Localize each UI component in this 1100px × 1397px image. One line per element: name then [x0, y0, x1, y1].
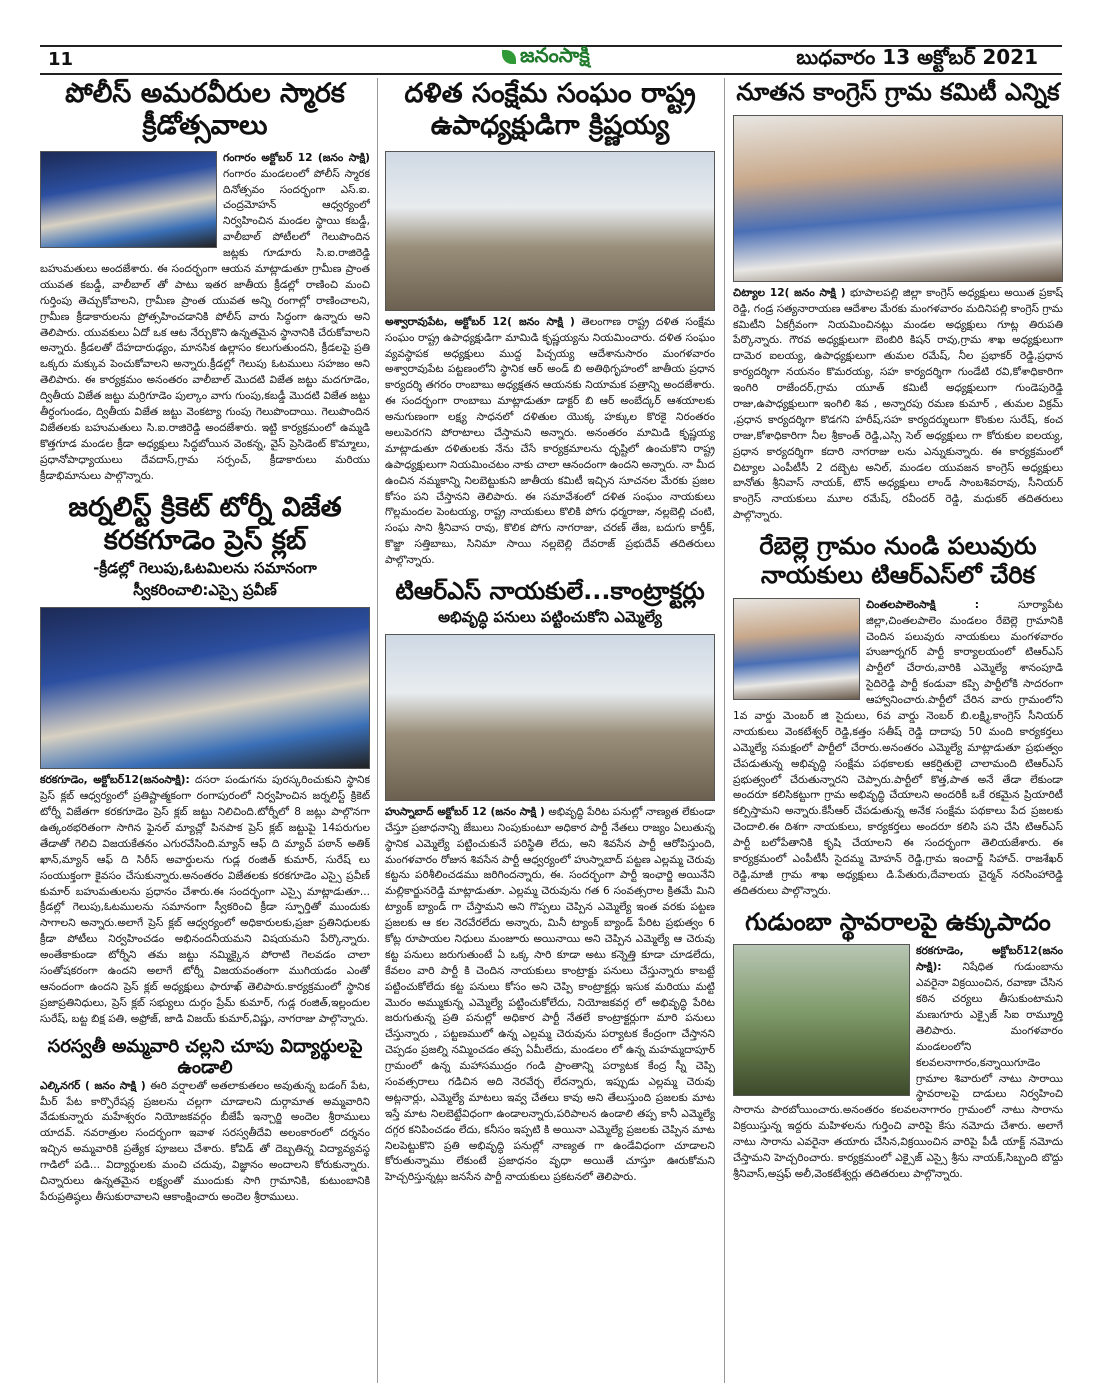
- article-body: కరకగూడెం, అక్టోబర్12(జనంసాక్షి): దసరా పండుగను పురస్కరించుకుని స్థానిక ప్రెస్ క్లబ్ ఆధ్వర్యంలో ప్రతిష్టాత్మకంగా రంగాపురంలో నిర్వహించిన జర్నలిస్ట్ క్రికెట్ టోర్నీ విజేతగా కరకగూడెం ప్రెస్ క్లబ్ జట్టు నిలిచింది.టోర్నీలో 8 జట్లు పాల్గొనగా ఉత్కంఠభరితంగా సాగిన ఫైనల్ మ్యాచ్లో పినపాక ప్రెస్ క్లబ్ జట్టుపై 14పరుగుల తేడాతో గెలిచి విజయకేతనం ఎగురవేసింది.మ్యాన్ ఆఫ్ ది మ్యాచ్ పఠాన్ అతిక్ ఖాన్,మ్యాన్ ఆఫ్ ది సిరీస్ అవార్డులను గుడ్ల రంజిత్ కుమార్, సురేష్ లు సంయుక్తంగా కైవసం చేసుకున్నారు.అనంతరం విజేతలకు కరకగూడెం ఎస్సై ప్రవీణ్ కుమార్ బహుమతులను ప్రధానం చేశారు.ఈ సందర్భంగా ఎస్సై మాట్లాడుతూ... క్రీడల్లో గెలుపు,ఓటములను సమానంగా స్వీకరించి క్రీడా స్ఫూర్తితో ముందుకు సాగాలని అన్నారు.అలాగే ప్రెస్ క్లబ్ ఆధ్వర్యంలో అధికారులకు,ప్రజా ప్రతినిధులకు క్రీడా పోటీలు నిర్వహించడం అభినందనీయమని విషయమని పేర్కొన్నారు. అంతేకాకుండా టోర్నీని తమ జట్టు నమ్మిక్కైన పోరాటి గెలవడం చాలా సంతోషకరంగా ఉందని అలాగే టోర్నీ విజయవంతంగా ముగియడం ఎంతో ఆనందంగా ఉందని ప్రెస్ క్లబ్ అధ్యక్షులు ఫారూఖ్ తెలిపారు.కార్యక్రమంలో స్థానిక ప్రజాప్రతినిధులు, ప్రెస్ క్లబ్ సభ్యులు దుర్గం ప్రేమ్ కుమార్, గుడ్ల రంజిత్,ఇల్లందుల సురేష్, బట్ట బిక్ష పతి, అఫ్రోజ్, జాడి విజయ్ కుమార్,విష్ణు, నాగరాజు పాల్గొన్నారు.: [40, 774, 370, 1025]
- article-photo: [385, 634, 715, 801]
- article-body: చిట్యాల 12( జనం సాక్షి ) భూపాలపల్లి జిల్లా కాంగ్రెస్ అధ్యక్షులు అయిత ప్రకాష్ రెడ్డి, గండ్ర సత్యనారాయణ ఆదేశాల మేరకు మంగళవారం మదినిపల్లి కాంగ్రెస్ గ్రామ కమిటీని ఏకగ్రీవంగా నియమించినట్లు మండల అధ్యక్షులు గూట్ల తిరుపతి పేర్కొన్నారు. గౌరవ అధ్యక్షులుగా బెంబిరి కిషన్ రావు,గ్రామ శాఖ అధ్యక్షులుగా దామెర ఐలయ్య, ఉపాధ్యక్షులుగా తుమల రమేష్, నీల ప్రభాకర్ రెడ్డి,ప్రధాన కార్యదర్శిగా నయనం కొమరయ్య, సహ కార్యదర్శిగా గుండేటి రవి,కోశాధికారిగా ఇంగిరి రాజేందర్,గ్రామ యూత్ కమిటీ అధ్యక్షులుగా గుండెపురెడ్డి రాజు,ఉపాధ్యక్షులుగా ఇంగిలి శివ , అన్నారపు రమణ కుమార్ , తుమల విక్రమ్ ,ప్రధాన కార్యదర్శిగా కొడగని హరీష్,సహ కార్యదర్శులుగా కొంకుల సురేష్, కంచ రాజు,కోశాధికారిగా నీల శ్రీకాంత్ రెడ్డి,ఎస్సి సెల్ అధ్యక్షులు గా కోరుకుల ఐలయ్య, ప్రధాన కార్యదర్శిగా కదారి నాగరాజు లను ఎన్నుకున్నారు. ఈ కార్యక్రమంలో చిట్యాల ఎంపీటీసీ 2 దబ్బెట అనిల్, మండల యువజన కాంగ్రెస్ అధ్యక్షులు బానోతు శ్రీనివాస్ నాయక్, టౌన్ అధ్యక్షులు లాండ్ సాంబశివరావు, సీనియర్ కాంగ్రెస్ నాయకులు మూల రమేష్, రవీందర్ రెడ్డి, మధుకర్ తదితరులు పాల్గొన్నారు.: [733, 286, 1063, 522]
- article-congress-committee: [733, 78, 1063, 524]
- article-headline: జర్నలిస్ట్ క్రికెట్ టోర్నీ విజేత కరకగూడెం ప్రెస్ క్లబ్: [68, 492, 342, 556]
- page-header: [40, 45, 1062, 75]
- article-body: అశ్వారావుపేట, అక్టోబర్ 12( జనం సాక్షి ) తెలంగాణ రాష్ట్ర దళిత సంక్షేమ సంఘం రాష్ట్ర ఉపాధ్యక్షుడిగా మామిడి కృష్ణయ్యను నియమించారు. దళిత సంఘం వ్యవస్థాపక అధ్యక్షులు ముద్ద పిచ్చయ్య ఆదేశానుసారం మంగళవారం అశ్వారావుపేట పట్టణంలోని స్థానిక ఆర్ అండ్ బి అతిథిగృహంలో జాతీయ ప్రధాన కార్యదర్శి తగరం రాంబాబు అధ్యక్షతన ఆయనకు నియామక పత్రాన్ని అందజేశారు. ఈ సందర్భంగా రాంబాబు మాట్లాడుతూ డాక్టర్ బి ఆర్ అంబేద్కర్ ఆశయాలకు అనుగుణంగా లక్ష్య సాధనలో దళితుల యొక్క హక్కుల కొరకై నిరంతరం అలుపెరగని పోరాటాలు చేస్తామని అన్నారు. అనంతరం మామిడి కృష్ణయ్య మాట్లాడుతూ దళితులకు నేను చేసే కార్యక్రమాలను దృష్టిలో ఉంచుకొని రాష్ట్ర ఉపాధ్యక్షులుగా నియమించటం నాకు చాలా ఆనందంగా ఉందని అన్నారు. నా మీద ఉంచిన నమ్మకాన్ని నిలబెట్టుకుని జాతీయ కమిటీ ఇచ్చిన సూచనల మేరకు ప్రజల కోసం పని చేస్తానని తెలిపారు. ఈ సమావేశంలో దళిత సంఘం నాయకులు గొల్లమందల పెంటయ్య, రాష్ట్ర నాయకులు కొలికి పోగు ధర్మరాజు, నల్లబెల్లి చంటి, సంఘ సాని శ్రీనివాస రావు, కొలిక పోగు నాగరాజు, చరణ్ తేజ, బదుగు కార్తీక్, కొజ్జా సత్తిబాబు, సినిమా సాయి నల్లబెల్లి దేవరాజ్ ప్రభుదేవ్ తదితరులు పాల్గొన్నారు.: [385, 315, 715, 567]
- column-divider: [724, 78, 725, 1383]
- article-headline: సరస్వతీ అమ్మవారి చల్లని చూపు విద్యార్థులపై ఉండాలి: [47, 1035, 363, 1079]
- masthead-title: జనంసాక్షి: [520, 43, 590, 67]
- article-body: కరకగూడెం, అక్టోబర్12(జనం సాక్షి): నిషేధిత గుడుంబాను ఎవరైనా విక్రయించిన, రవాణా చేసిన కఠిన చర్యలు తీసుకుంటామని మణుగూరు ఎక్సైజ్ సిఐ రామ్మూర్తి తెలిపారు. మంగళవారం మండలంలోని కలవలనాగారం,కన్నాయిగూడెం గ్రామాల శివారులో నాటు సారాయి స్థావరాలపై దాడులు నిర్వహించి సారాను పారబోయించారు.అనంతరం కలవలనాగారం గ్రామంలో నాటు సారాను విక్రయిస్తున్న ఇద్దరు మహిళలను గుర్తించి వారిపై కేసు నమోదు చేశారు. అలాగే నాటు సారాను ఎవరైనా తయారు చేసిన,విక్రయించిన వారిపై పీడీ యాక్ట్ నమోదు చేస్తామని హెచ్చరించారు. కార్యక్రమంలో ఎక్సైజ్ ఎస్సై శ్రీను నాయక్,సిబ్బంది బొద్దు శ్రీనివాస్,అష్రఫ్ అలీ,వెంకటేశ్వర్లు తదితరులు పాల్గొన్నారు.: [733, 945, 1063, 1180]
- article-photo: [40, 151, 217, 248]
- article-body: చింతలపాలెంసాక్షి : సూర్యాపేట జిల్లా,చింతలపాలెం మండలం రేబెల్లె గ్రామానికి చెందిన పలువురు నాయకులు మంగళవారం హుజూర్నగర్ పార్టీ కార్యాలయంలో టిఆర్ఎస్ పార్టీలో చేరారు,వారికి ఎమ్మెల్యే శానంపూడి సైదిరెడ్డి పార్టీ కండువా కప్పి పార్టీలోకి సాదరంగా ఆహ్వానించారు.పార్టీలో చేరిన వారు గ్రామంలోని 1వ వార్డు మెంబర్ జి సైదులు, 6వ వార్డు నెంబర్ బి.లక్ష్మి,కాంగ్రెస్ సీనియర్ నాయకులు వెంకటేశ్వర్ రెడ్డి,కత్తం సతీష్ రెడ్డి దాదాపు 50 మంది కార్యకర్తలు ఎమ్మెల్యే సమక్షంలో పార్టీలో చేరారు.అనంతరం ఎమ్మెల్యే మాట్లాడుతూ ప్రభుత్వం చేపడుతున్న అభివృద్ధి సంక్షేమ పథకాలకు ఆకర్షితులై చాలామంది టిఆర్ఎస్ ప్రభుత్వంలో చేరుతున్నారని చెప్పారు.పార్టీలో కొత్త,పాత అనే తేడా లేకుండా అందరూ కలిసికట్టుగా గ్రామ అభివృద్ధి చేయాలని అందరికీ ఒకే రకమైన ప్రియారిటీ కల్పిస్తామని అన్నారు.కేసీఆర్ చేపడుతున్న అనేక సంక్షేమ పథకాలు పేద ప్రజలకు చెందాలి.ఈ దిశగా నాయకులు, కార్యకర్తలు అందరూ కలిసి పని చేసి టిఆర్ఎస్ పార్టీ బలోపేతానికి కృషి చేయాలని ఈ సందర్భంగా తెలియజేశారు. ఈ కార్యక్రమంలో ఎంపీటీసీ సైదమ్మ మోహన్ రెడ్డి,గ్రామ ఇంచార్జ్ సిహాచ్. రాజశేఖర్ రెడ్డి,మాజీ గ్రామ శాఖ అధ్యక్షులు డి.పేతురు,దేవాలయ చైర్మన్ నరసింహారెడ్డి తదితరులు పాల్గొన్నారు.: [733, 598, 1063, 897]
- issue-date: బుధవారం 13 అక్టోబర్ 2021: [796, 45, 1038, 69]
- article-rebelle-joining: [733, 532, 1063, 900]
- article-body: గంగారం అక్టోబర్ 12 (జనం సాక్షి) గంగారం మండలంలో పోలీస్ స్మారక దినోత్సవం సందర్భంగా ఎస్.ఐ. చంద్రమోహన్ ఆధ్వర్యంలో నిర్వహించిన మండల స్థాయి కబడ్డీ, వాలీబాల్ పోటీలలో గెలుపొందిన జట్లకు గూడూరు సి.ఐ.రాజిరెడ్డి బహుమతులు అందజేశారు. ఈ సందర్భంగా ఆయన మాట్లాడుతూ గ్రామీణ ప్రాంత యువత కబడ్డీ, వాలీబాల్ తో పాటు ఇతర జాతీయ క్రీడల్లో రాణించి మంచి గుర్తింపు తెచ్చుకోవాలని, గ్రామీణ ప్రాంత యువత అన్ని రంగాల్లో రాణించాలని, గ్రామీణ క్రీడాకారులను ప్రోత్సహించడానికి పోలీస్ వారు సిద్ధంగా ఉన్నారు అని తెలిపారు. యువకులు ఏదో ఒక ఆట నేర్చుకొని ఉన్నతమైన స్థానానికి చేరుకోవాలని అన్నారు. క్రీడలతో దేహదారుఢ్యం, మానసిక ఉల్లాసం కలుగుతుందని, క్రీడలపై ప్రతి ఒక్కరు మక్కువ పెంచుకోవాలని అన్నారు.క్రీడల్లో గెలుపు ఓటములు సహజం అని తెలిపారు. ఈ కార్యక్రమం అనంతరం వాలీబాల్ మొదటి విజేత జట్టు మదగూడెం, ద్వితీయ విజేత జట్టు మర్రిగూడెం పుల్కాం వాగు గుంపు,కబడ్డీ మొదటి విజేత జట్టు తీర్ధంగుండం, ద్వితీయ విజేత జట్టు వెంకట్యా గుంపు గెలుపొందాయి. గెలుపొందిన విజేతలకు బహుమతులు సి.ఐ.రాజిరెడ్డి అందజేశారు. ఇట్టి కార్యక్రమంలో ఉమ్మడి కొత్తగూడ మండల క్రీడా అధ్యక్షులు సిద్ధబోయిన వెంకన్న, వైస్ ప్రెసిడెంట్ కొమ్మాలు, ప్రధానోపాధ్యాయులు దేవదాస్,గ్రామ సర్పంచ్, క్రీడాకారులు మరియు క్రీడాభిమానులు పాల్గొన్నారు.: [40, 151, 370, 482]
- article-police-sports: [40, 78, 370, 484]
- article-photo: [733, 115, 1063, 282]
- column-2: [385, 78, 715, 1383]
- column-1: [40, 78, 370, 1383]
- article-subheadline: -క్రీడల్లో గెలుపు,ఓటమిలను సమానంగా స్వీకరించాలి:ఎస్సై ప్రవీణ్: [93, 559, 317, 600]
- article-headline: గుడుంబా స్థావరాలపై ఉక్కుపాదం: [745, 907, 1051, 936]
- article-photo: [733, 598, 860, 700]
- article-headline: రేబెల్లె గ్రామం నుండి పలువురు నాయకులు టిఆర్ఎస్‌లో చేరిక: [759, 532, 1037, 589]
- column-divider: [377, 78, 378, 1383]
- article-dalit-association: [385, 78, 715, 569]
- leaf-logo-icon: [502, 50, 516, 64]
- column-3: [733, 78, 1063, 1383]
- article-headline: పోలీస్ అమరవీరుల స్మారక క్రీడోత్సవాలు: [65, 78, 345, 142]
- article-gudumba-raid: [733, 908, 1063, 1183]
- article-trs-contractors: [385, 577, 715, 1186]
- article-headline: టిఆర్ఎస్ నాయకులే...కాంట్రాక్టర్లు: [395, 577, 705, 606]
- masthead: [502, 43, 590, 72]
- article-subheadline: అభివృద్ధి పనులు పట్టించుకోని ఎమ్మెల్యే: [438, 607, 662, 626]
- article-saraswati: [40, 1036, 370, 1206]
- article-photo: [385, 151, 715, 311]
- article-photo: [40, 607, 370, 769]
- article-photo: [733, 944, 910, 1096]
- article-body: హుస్నాబాద్ అక్టోబర్ 12 (జనం సాక్షి ) అభివృద్ధి పేరిట పనుల్లో నాణ్యత లేకుండా చేస్తూ ప్రజాధనాన్ని జేబులు నింపుకుంటూ అధికార పార్టీ నేతలు రాజ్యం ఏలుతున్న స్థానిక ఎమ్మెల్యే పట్టించుకునే పరిస్థితి లేదు, అని శివసేన పార్టీ ఆరోపిస్తుంది, మంగళవారం రోజున శివసేన పార్టీ ఆధ్వర్యంలో హుస్నాబాద్ పట్టణ ఎల్లమ్మ చెరువు కట్టను పరిశీలించడము జరిగిందన్నారు, ఈ. సందర్భంగా పార్టీ ఇంఛార్జి అయినేని మల్లికార్జునరెడ్డి మాట్లాడుతూ. ఎల్లమ్మ చెరువును గత 6 సంవత్సరాల క్రితమే మిని ట్యాంక్ బ్యాండ్ గా చేస్తామని అని గొప్పలు చెప్పిన ఎమ్మెల్యే ఇంత వరకు పట్టణ ప్రజలకు ఆ కల నెరవేరలేదు అన్నారు, మినీ ట్యాంక్ బ్యాండ్ పేరిట ప్రభుత్వం 6 కోట్ల రూపాయల నిధులు మంజూరు అయినాయి అని చెప్పిన ఎమ్మెల్యే ఆ చెరువు కట్ట పనులు జరుగుతుంటే ఏ ఒక్క సారి కూడా అటు కన్నెత్తి కూడా చూడలేదు, కేవలం వారి పార్టీ కి చెందిన నాయకులు కాంట్రాక్టు పనులు చేస్తున్నారు కాబట్టే పట్టించుకోలేదు కట్ట పనులు కోసం అని చెప్పి కాంట్రాక్టర్లు ఇసుక మరియు మట్టి మొరం అమ్ముకున్న ఎమ్మెల్యే పట్టించుకోలేదు, నియోజకవర్గ లో అభివృద్ధి పేరిట జరుగుతున్న ప్రతి పనుల్లో అధికార పార్టీ నేతలే కాంట్రాక్టర్లుగా మారి పనులు చేస్తున్నారు , పట్టణములో ఉన్న ఎల్లమ్మ చెరువును పర్యాటక కేంద్రంగా చేస్తానని చెప్పడం ప్రజల్ని నమ్మించడం తప్ప ఏమీలేదు, మండలం లో ఉన్న మహమ్మదాపూర్ గ్రామంలో ఉన్న మహాసముద్రం గండి ప్రాంతాన్ని పర్యాటక కేంద్ర స్నీ చెప్పి సంవత్సరాలు గడిచిన అది నెరవేర్చ లేదన్నారు, ఇప్పుడు ఎల్లమ్మ చెరువు అట్లనార్లు, ఎమ్మెల్యే మాటలు ఇవ్వ చేతలు కావు అని తేలుస్తుంది ప్రజలకు మాట ఇస్తే మాట నిలబెట్టేవిధంగా ఉండాలన్నారు,పరిపాలన ఉండాలి తప్ప కానీ ఎమ్మెల్యే దగ్గర కనిపించడం లేదు, కనీసం ఇప్పటి కి అయినా ఎమ్మెల్యే ప్రజలకు చెప్పిన మాట నిలపెట్టుకొని ప్రతి అభివృద్ధి పనుల్లో నాణ్యత గా ఉండేవిధంగా చూడాలని కోరుతున్నాము లేకుంటే ప్రజాధనం వృధా అయితే చూస్తూ ఊరుకోమని హెచ్చరిస్తున్నట్లు జనసేన పార్టీ నాయకులు ప్రకటనలో తెలిపారు.: [385, 805, 715, 1184]
- article-headline: దళిత సంక్షేమ సంఘం రాష్ట్ర ఉపాధ్యక్షుడిగా క్రిష్ణయ్య: [404, 78, 696, 142]
- article-headline: నూతన కాంగ్రెస్ గ్రామ కమిటీ ఎన్నిక: [736, 78, 1060, 106]
- article-cricket-tournament: [40, 492, 370, 1027]
- article-body: ఎల్కినగర్ ( జనం సాక్షి ) ఈరి వర్షాలతో అతలాకుతలం అవుతున్న బడంగ్ పేట, మీర్ పేట కార్పొరేషన్ల ప్రజలను చల్లగా చూడాలని దుర్గామాత అమ్మవారిని వేడుకున్నారు మహేశ్వరం నియోజకవర్గం బీజేపీ ఇన్చార్జి అందెల శ్రీరాములు యాదవ్. నవరాత్రుల సందర్భంగా ఇవాళ సరస్వతీదేవి అలంకారంలో దర్శనం ఇచ్చిన అమ్మవారికి ప్రత్యేక పూజలు చేశారు. కోవిడ్ తో దెబ్బతిన్న విద్యావ్యవస్థ గాడిలో పడి... విద్యార్థులకు మంచి చదువు, విజ్ఞానం అందాలని కోరుకున్నారు. చిన్నారులు ఉన్నతమైన లక్ష్యంతో ముందుకు సాగి గ్రామానికి, కుటుంబానికి పేరుప్రతిష్ఠలు తీసుకురావాలని ఆకాంక్షించారు అందెల శ్రీరాములు.: [40, 1079, 370, 1203]
- page-number: 11: [48, 49, 74, 70]
